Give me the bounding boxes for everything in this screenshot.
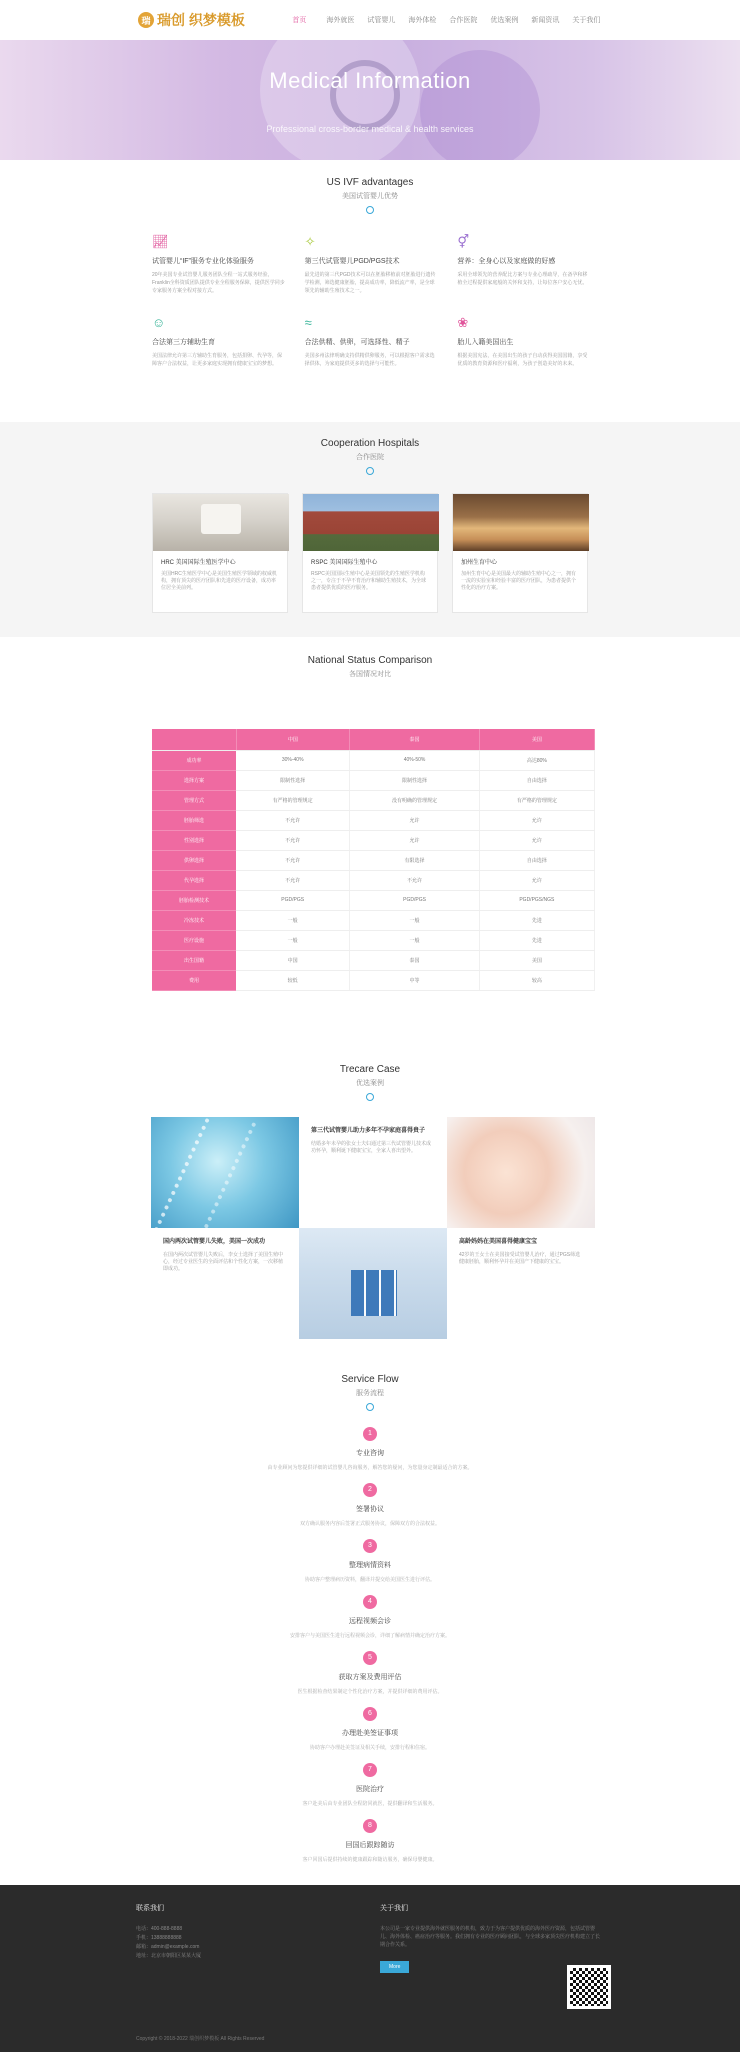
table-cell: 没有明确的管理规定 xyxy=(350,790,479,810)
advantage-title: 合法第三方辅助生育 xyxy=(152,339,215,346)
table-cell: 允许 xyxy=(479,830,594,850)
step-number: 3 xyxy=(363,1539,377,1553)
table-row xyxy=(152,890,595,910)
row-label: 胚胎筛选 xyxy=(152,810,236,830)
flow-step xyxy=(0,1819,740,1863)
table-header-cell: 中国 xyxy=(236,729,350,750)
case-image-baby[interactable] xyxy=(447,1117,595,1228)
advantage-text: 美国法律允许第三方辅助生育服务，包括捐卵、代孕等，保障客户合法权益，让更多家庭实现拥有健康宝宝的梦想。 xyxy=(152,353,283,367)
table-cell: 自由选择 xyxy=(479,850,594,870)
footer-contact-line: 手机：13888888888 xyxy=(136,1935,182,1941)
table-cell: 不允许 xyxy=(236,850,350,870)
comparison-subtitle: 各国情况对比 xyxy=(349,671,391,678)
table-cell: 不允许 xyxy=(236,870,350,890)
hospital-text: 加州生育中心是美国最大的辅助生殖中心之一，拥有一流的实验室和经验丰富的医疗团队，为患者提供个性化的治疗方案。 xyxy=(461,571,577,591)
flow-step xyxy=(0,1763,740,1807)
table-cell: PGD/PGS xyxy=(350,890,479,910)
menu-item-overseas[interactable]: 海外就医 xyxy=(326,17,355,24)
row-label: 胚胎检测技术 xyxy=(152,890,236,910)
table-cell: 较低 xyxy=(236,970,350,990)
flow-step xyxy=(0,1651,740,1695)
flow-step xyxy=(0,1427,740,1471)
hero-banner xyxy=(0,40,740,160)
case-image-dna[interactable] xyxy=(151,1117,299,1228)
table-cell: 一般 xyxy=(236,910,350,930)
hospitals-subtitle: 合作医院 xyxy=(356,454,384,461)
flow-step xyxy=(0,1707,740,1751)
step-text: 安排客户与美国医生进行远程视频会诊，详细了解病情并确定治疗方案。 xyxy=(289,1633,450,1639)
table-row xyxy=(152,930,595,950)
table-cell: 有严格的管理规定 xyxy=(479,790,594,810)
hospital-cards xyxy=(152,493,588,613)
table-cell: 限制性选择 xyxy=(350,770,479,790)
table-row xyxy=(152,910,595,930)
advantage-text: 采用全球领先的营养配比方案与专业心理疏导，在备孕和移植全过程提供家庭般的关怀和支持，让每位客户安心无忧。 xyxy=(457,272,588,286)
case-title: 第三代试管婴儿助力多年不孕家庭喜得贵子 xyxy=(311,1128,426,1134)
footer-contact-title: 联系我们 xyxy=(136,1905,164,1912)
step-number: 1 xyxy=(363,1427,377,1441)
table-cell: 30%-40% xyxy=(236,750,350,770)
flow-step xyxy=(0,1595,740,1639)
table-cell: 允许 xyxy=(350,810,479,830)
advantage-item xyxy=(152,234,287,295)
footer xyxy=(0,1885,740,2052)
chart-icon: 📈︎ xyxy=(152,234,169,249)
user-icon: ☺ xyxy=(152,315,166,330)
hospitals-title: Cooperation Hospitals xyxy=(320,438,420,449)
table-cell: 中等 xyxy=(350,970,479,990)
hospitals-section xyxy=(0,422,740,637)
footer-contact-line: 邮箱：admin@example.com xyxy=(136,1944,200,1950)
table-cell: PGD/PGS xyxy=(236,890,350,910)
table-cell: 中国 xyxy=(236,950,350,970)
advantages-section xyxy=(0,160,740,422)
section-title xyxy=(0,1347,740,1411)
case-card[interactable] xyxy=(151,1228,299,1339)
step-title: 签署协议 xyxy=(356,1506,384,1513)
cases-subtitle: 优选案例 xyxy=(356,1080,384,1087)
comparison-section xyxy=(0,637,740,1037)
row-label: 代孕选择 xyxy=(152,870,236,890)
advantage-title: 胎儿入籍美国出生 xyxy=(457,339,514,346)
advantages-subtitle: 美国试管婴儿优势 xyxy=(342,193,398,200)
case-text: 在国内两次试管婴儿失败后，李女士选择了美国生殖中心，经过专业医生的全面评估和个性化方案，一次移植即成功。 xyxy=(163,1252,284,1272)
table-cell: 自由选择 xyxy=(479,770,594,790)
title-circle-icon xyxy=(366,1403,374,1411)
advantage-title: 第三代试管婴儿PGD/PGS技术 xyxy=(304,258,400,265)
advantage-item xyxy=(305,315,440,368)
menu-item-ivf[interactable]: 试管婴儿 xyxy=(367,17,396,24)
advantages-title: US IVF advantages xyxy=(326,177,414,188)
hospital-name: HRC 美国国际生殖医学中心 xyxy=(161,560,236,566)
advantages-grid xyxy=(152,234,592,368)
step-title: 办理赴美签证事项 xyxy=(342,1730,398,1737)
hospital-card[interactable] xyxy=(152,493,288,613)
table-cell: 允许 xyxy=(479,870,594,890)
cases-grid xyxy=(151,1117,595,1339)
table-header-row xyxy=(152,729,595,750)
step-number: 4 xyxy=(363,1595,377,1609)
table-row xyxy=(152,790,595,810)
table-cell: 先进 xyxy=(479,930,594,950)
hospital-image xyxy=(153,494,289,551)
row-label: 性别选择 xyxy=(152,830,236,850)
step-title: 获取方案及费用评估 xyxy=(338,1674,402,1681)
footer-contact-line: 电话：400-888-8888 xyxy=(136,1926,183,1932)
table-cell: 有限选择 xyxy=(350,850,479,870)
row-label: 出生国籍 xyxy=(152,950,236,970)
step-number: 8 xyxy=(363,1819,377,1833)
row-label: 选择方案 xyxy=(152,770,236,790)
step-text: 双方确认服务内容后签署正式服务协议，保障双方的合法权益。 xyxy=(299,1521,440,1527)
table-cell: 先进 xyxy=(479,910,594,930)
advantage-item xyxy=(305,234,440,295)
section-title xyxy=(0,422,740,475)
footer-about-title: 关于我们 xyxy=(380,1905,408,1912)
row-label: 冷冻技术 xyxy=(152,910,236,930)
advantage-title: 营养：全身心以及家庭做的好感 xyxy=(457,258,556,265)
step-title: 医院治疗 xyxy=(356,1786,384,1793)
table-row xyxy=(152,870,595,890)
cases-title: Trecare Case xyxy=(339,1064,401,1075)
top-nav xyxy=(0,0,740,40)
cases-section xyxy=(0,1037,740,1347)
step-number: 2 xyxy=(363,1483,377,1497)
advantage-item xyxy=(152,315,287,368)
menu-item-about[interactable]: 关于我们 xyxy=(572,17,601,24)
table-header-corner xyxy=(152,729,236,750)
case-title: 高龄妈妈在美国喜得健康宝宝 xyxy=(459,1239,538,1245)
step-text: 客户回国后提供持续的健康跟踪和随访服务，确保母婴健康。 xyxy=(302,1857,438,1863)
table-cell: 有严格的管理规定 xyxy=(236,790,350,810)
advantage-item xyxy=(457,315,592,368)
baby-icon: ❀ xyxy=(457,315,469,330)
hospital-image xyxy=(453,494,589,551)
advantage-text: 最先进的第三代PGD技术可以在胚胎移植前对胚胎进行遗传学检测，筛选健康胚胎，提高成功率，降低流产率，是全球领先的辅助生殖技术之一。 xyxy=(304,272,436,294)
title-circle-icon xyxy=(366,467,374,475)
row-label: 供卵选择 xyxy=(152,850,236,870)
step-number: 5 xyxy=(363,1651,377,1665)
row-label: 费用 xyxy=(152,970,236,990)
step-text: 由专业顾问为您提供详细的试管婴儿咨询服务，解答您的疑问，为您量身定制最适合的方案。 xyxy=(267,1465,473,1471)
step-title: 回国后跟踪随访 xyxy=(345,1842,395,1849)
syringe-icon: ✧ xyxy=(304,234,316,249)
table-row xyxy=(152,850,595,870)
table-cell: 允许 xyxy=(350,830,479,850)
menu-item-cases[interactable]: 优选案例 xyxy=(490,17,519,24)
hospital-name: 加州生育中心 xyxy=(461,560,498,566)
table-cell: 高达80% xyxy=(479,750,594,770)
step-title: 整理病情资料 xyxy=(349,1562,391,1569)
step-text: 协助客户办理赴美签证及相关手续，安排行程和住宿。 xyxy=(309,1745,430,1751)
menu-item-hospitals[interactable]: 合作医院 xyxy=(449,17,478,24)
table-row xyxy=(152,830,595,850)
step-title: 远程视频会诊 xyxy=(349,1618,391,1625)
step-text: 协助客户整理病历资料，翻译并提交给美国医生进行评估。 xyxy=(304,1577,435,1583)
advantage-text: 美国多州法律明确支持供精供卵服务，可以根据客户需求选择供体，为家庭提供更多的选择与可能性。 xyxy=(304,353,435,367)
table-header-cell: 美国 xyxy=(479,729,594,750)
table-row xyxy=(152,970,595,990)
dna-icon: ≈ xyxy=(304,315,312,330)
table-cell: 不允许 xyxy=(236,810,350,830)
table-cell: PGD/PGS/NGS xyxy=(479,890,594,910)
case-image-hands[interactable] xyxy=(299,1228,447,1339)
section-title xyxy=(0,637,740,679)
table-cell: 一般 xyxy=(350,930,479,950)
row-label: 成功率 xyxy=(152,750,236,770)
case-text: 结婚多年未孕的张女士夫妇通过第三代试管婴儿技术成功怀孕，顺利诞下健康宝宝，全家人喜出望外。 xyxy=(311,1141,432,1154)
footer-about xyxy=(380,1903,600,1973)
footer-contact xyxy=(136,1903,336,1961)
table-cell: 一般 xyxy=(236,930,350,950)
hospital-name: RSPC 美国国际生殖中心 xyxy=(311,560,378,566)
flow-step xyxy=(0,1539,740,1583)
logo-mark: 瑞 xyxy=(138,12,154,28)
table-row xyxy=(152,810,595,830)
table-row xyxy=(152,770,595,790)
service-flow-section xyxy=(0,1347,740,1885)
flow-subtitle: 服务流程 xyxy=(356,1390,384,1397)
table-row xyxy=(152,750,595,770)
advantage-title: 合法供精、供卵，可选择性、精子 xyxy=(304,339,410,346)
qr-code-icon xyxy=(567,1965,611,2009)
step-text: 医生根据检查结果制定个性化治疗方案，并提供详细的费用评估。 xyxy=(297,1689,443,1695)
banner-subtitle: Professional cross-border medical & health services xyxy=(266,124,474,134)
footer-about-text: 本公司是一家专业提供海外就医服务的机构，致力于为客户提供优质的海外医疗资源，包括试管婴儿、海外体检、癌症治疗等服务。我们拥有专业的医疗顾问团队，与全球多家顶尖医疗机构建立了长期合作关系。 xyxy=(380,1926,601,1948)
hospital-text: 美国HRC生殖医学中心是美国生殖医学领域的权威机构，拥有顶尖的医疗团队和先进的医疗设备，成功率位居全美前列。 xyxy=(161,571,277,591)
table-body xyxy=(152,750,595,990)
table-row xyxy=(152,950,595,970)
row-label: 管理方式 xyxy=(152,790,236,810)
menu-item-checkup[interactable]: 海外体检 xyxy=(408,17,437,24)
menu-item-home[interactable]: 首页 xyxy=(292,17,307,24)
flow-step xyxy=(0,1483,740,1527)
hospital-text: RSPC美国国际生殖中心是美国领先的生殖医学机构之一，专注于不孕不育治疗和辅助生殖技术，为全球患者提供优质的医疗服务。 xyxy=(311,571,427,591)
gender-icon: ⚥ xyxy=(457,234,470,249)
hospital-card[interactable] xyxy=(302,493,438,613)
table-cell: 较高 xyxy=(479,970,594,990)
row-label: 医疗设施 xyxy=(152,930,236,950)
logo[interactable] xyxy=(138,10,245,30)
table-cell: 美国 xyxy=(479,950,594,970)
case-card[interactable] xyxy=(299,1117,447,1228)
step-text: 客户赴美后由专业团队全程陪同就医，提供翻译和生活服务。 xyxy=(302,1801,438,1807)
menu-item-news[interactable]: 新闻资讯 xyxy=(531,17,560,24)
step-number: 7 xyxy=(363,1763,377,1777)
advantage-title: 试管婴儿“IF”服务专业化体验服务 xyxy=(152,258,254,265)
case-text: 42岁的王女士在美国接受试管婴儿治疗，通过PGS筛选健康胚胎，顺利怀孕并在美国产下健康的宝宝。 xyxy=(459,1252,581,1265)
table-cell: 不允许 xyxy=(350,870,479,890)
title-circle-icon xyxy=(366,206,374,214)
footer-contact-line: 地址：北京市朝阳区某某大厦 xyxy=(136,1953,202,1959)
banner-glow xyxy=(420,50,540,160)
table-cell: 一般 xyxy=(350,910,479,930)
advantage-text: 根据美国宪法，在美国出生的孩子自动获得美国国籍，享受优质的教育资源和医疗福利，为孩子创造美好的未来。 xyxy=(457,353,588,367)
main-menu xyxy=(279,15,607,25)
more-button[interactable]: More xyxy=(380,1961,409,1973)
logo-text: 瑞创 织梦模板 xyxy=(157,12,245,28)
title-circle-icon xyxy=(366,1093,374,1101)
table-cell: 40%-50% xyxy=(350,750,479,770)
case-title: 国内两次试管婴儿失败，美国一次成功 xyxy=(163,1239,266,1245)
comparison-table xyxy=(152,729,595,991)
flow-title: Service Flow xyxy=(341,1374,399,1385)
table-cell: 限制性选择 xyxy=(236,770,350,790)
section-title xyxy=(0,1037,740,1101)
banner-title: Medical Information xyxy=(269,68,471,93)
advantage-item xyxy=(457,234,592,295)
case-card[interactable] xyxy=(447,1228,595,1339)
table-cell: 允许 xyxy=(479,810,594,830)
table-cell: 不允许 xyxy=(236,830,350,850)
section-title xyxy=(0,160,740,214)
advantage-text: 20年美国专业试管婴儿服务团队全程一站式服务经验，Franklin全科资质团队提供专业全程服务保障，提供医学同步专家服务方案全程对接方式。 xyxy=(152,272,285,294)
hospital-card[interactable] xyxy=(452,493,588,613)
table-cell: 泰国 xyxy=(350,950,479,970)
table-header-cell: 泰国 xyxy=(350,729,479,750)
hospital-image xyxy=(303,494,439,551)
comparison-title: National Status Comparison xyxy=(307,655,433,666)
step-title: 专业咨询 xyxy=(356,1450,384,1457)
copyright: Copyright © 2018-2022 瑞创织梦模板 All Rights Reserved xyxy=(136,2036,265,2042)
step-number: 6 xyxy=(363,1707,377,1721)
